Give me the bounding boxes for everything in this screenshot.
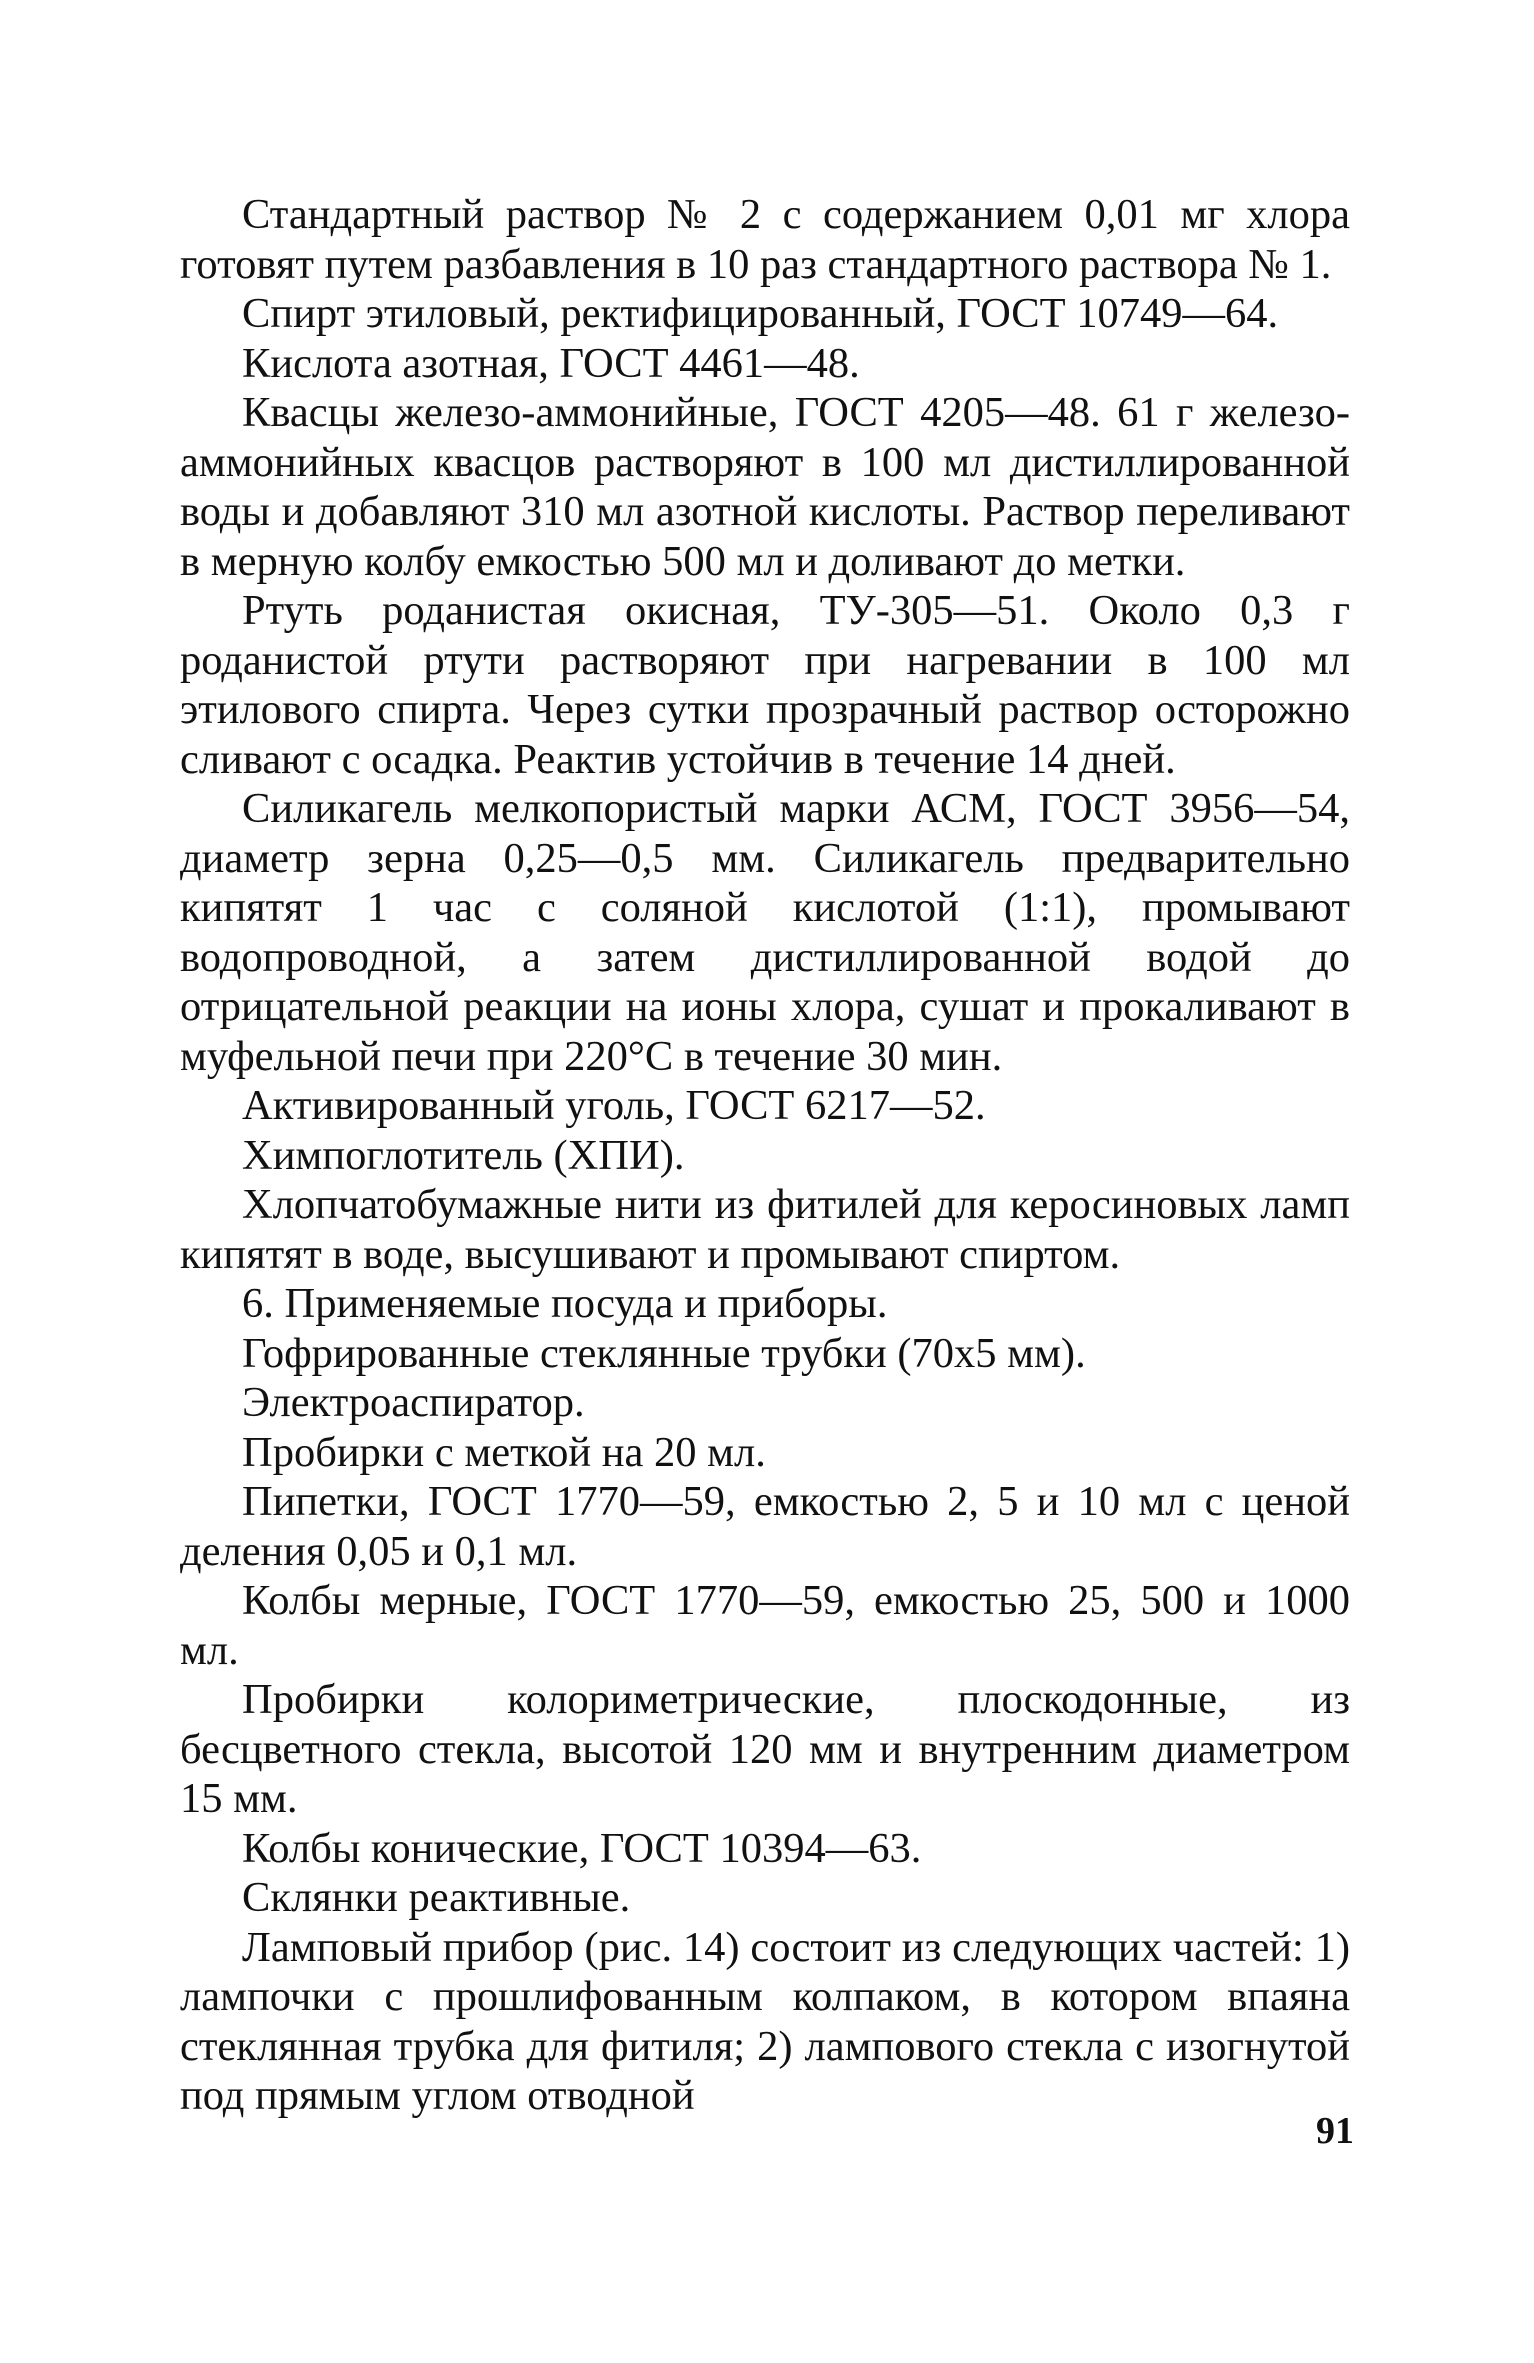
paragraph-reagent-bottles: Склянки реактивные. [242, 1874, 631, 1921]
paragraph-nitric-acid: Кислота азотная, ГОСТ 4461—48. [242, 339, 860, 387]
paragraph-chemical-absorber: Химпоглотитель (ХПИ). [242, 1131, 685, 1179]
body-text [180, 190, 1350, 2121]
paragraph-conical-flasks: Колбы конические, ГОСТ 10394—63. [242, 1824, 922, 1872]
paragraph-activated-carbon: Активированный уголь, ГОСТ 6217—52. [242, 1082, 986, 1129]
paragraph-corrugated-tubes: Гофрированные стеклянные трубки (70х5 мм). [242, 1329, 1086, 1377]
paragraph-ethyl-alcohol: Спирт этиловый, ректифицированный, ГОСТ 10749—64. [242, 290, 1279, 337]
section-heading-equipment: 6. Применяемые посуда и приборы. [242, 1280, 888, 1327]
paragraph-volumetric-flasks: Колбы мерные, ГОСТ 1770—59, емкостью 25, 500 и 1000 мл. [180, 1577, 1350, 1674]
paragraph-standard-solution-2: Стандартный раствор № 2 с содержанием 0,01 мг хлора готовят путем разбавления в 10 раз стандартного раствора № 1. [180, 191, 1350, 288]
paragraph-iron-ammonium-alum: Квасцы железо-аммонийные, ГОСТ 4205—48. 61 г железо-аммонийных квасцов растворяют в 100 мл дистиллированной воды и добавляют 310 мл азотной кислоты. Раствор переливают в мерную колбу емкостью 500 мл и доливают до метки. [180, 389, 1350, 585]
paragraph-silica-gel: Силикагель мелкопористый марки АСМ, ГОСТ 3956—54, диаметр зерна 0,25—0,5 мм. Силикагель предварительно кипятят 1 час с соляной кислотой (1:1), промывают водопроводной, а затем дистиллированной водой до отрицательной реакции на ионы хлора, сушат и прокаливают в муфельной печи при 220°С в течение 30 мин. [180, 785, 1350, 1080]
paragraph-colorimetric-tubes: Пробирки колориметрические, плоскодонные, из бесцветного стекла, высотой 120 мм и внутренним диаметром 15 мм. [180, 1676, 1350, 1822]
paragraph-lamp-device: Ламповый прибор (рис. 14) состоит из следующих частей: 1) лампочки с прошлифованным колпаком, в котором впаяна стеклянная трубка для фитиля; 2) лампового стекла с изогнутой под прямым углом отводной [180, 1923, 1350, 2119]
paragraph-cotton-threads: Хлопчатобумажные нити из фитилей для керосиновых ламп кипятят в воде, высушивают и промывают спиртом. [180, 1181, 1350, 1278]
paragraph-marked-test-tubes: Пробирки с меткой на 20 мл. [242, 1428, 766, 1476]
paragraph-mercury-thiocyanate: Ртуть роданистая окисная, ТУ-305—51. Около 0,3 г роданистой ртути растворяют при нагревании в 100 мл этилового спирта. Через сутки прозрачный раствор осторожно сливают с осадка. Реактив устойчив в течение 14 дней. [180, 587, 1350, 783]
paragraph-pipettes: Пипетки, ГОСТ 1770—59, емкостью 2, 5 и 10 мл с ценой деления 0,05 и 0,1 мл. [180, 1478, 1350, 1575]
paragraph-electroaspirator: Электроаспиратор. [242, 1379, 585, 1426]
page-number: 91 [1316, 2110, 1354, 2152]
